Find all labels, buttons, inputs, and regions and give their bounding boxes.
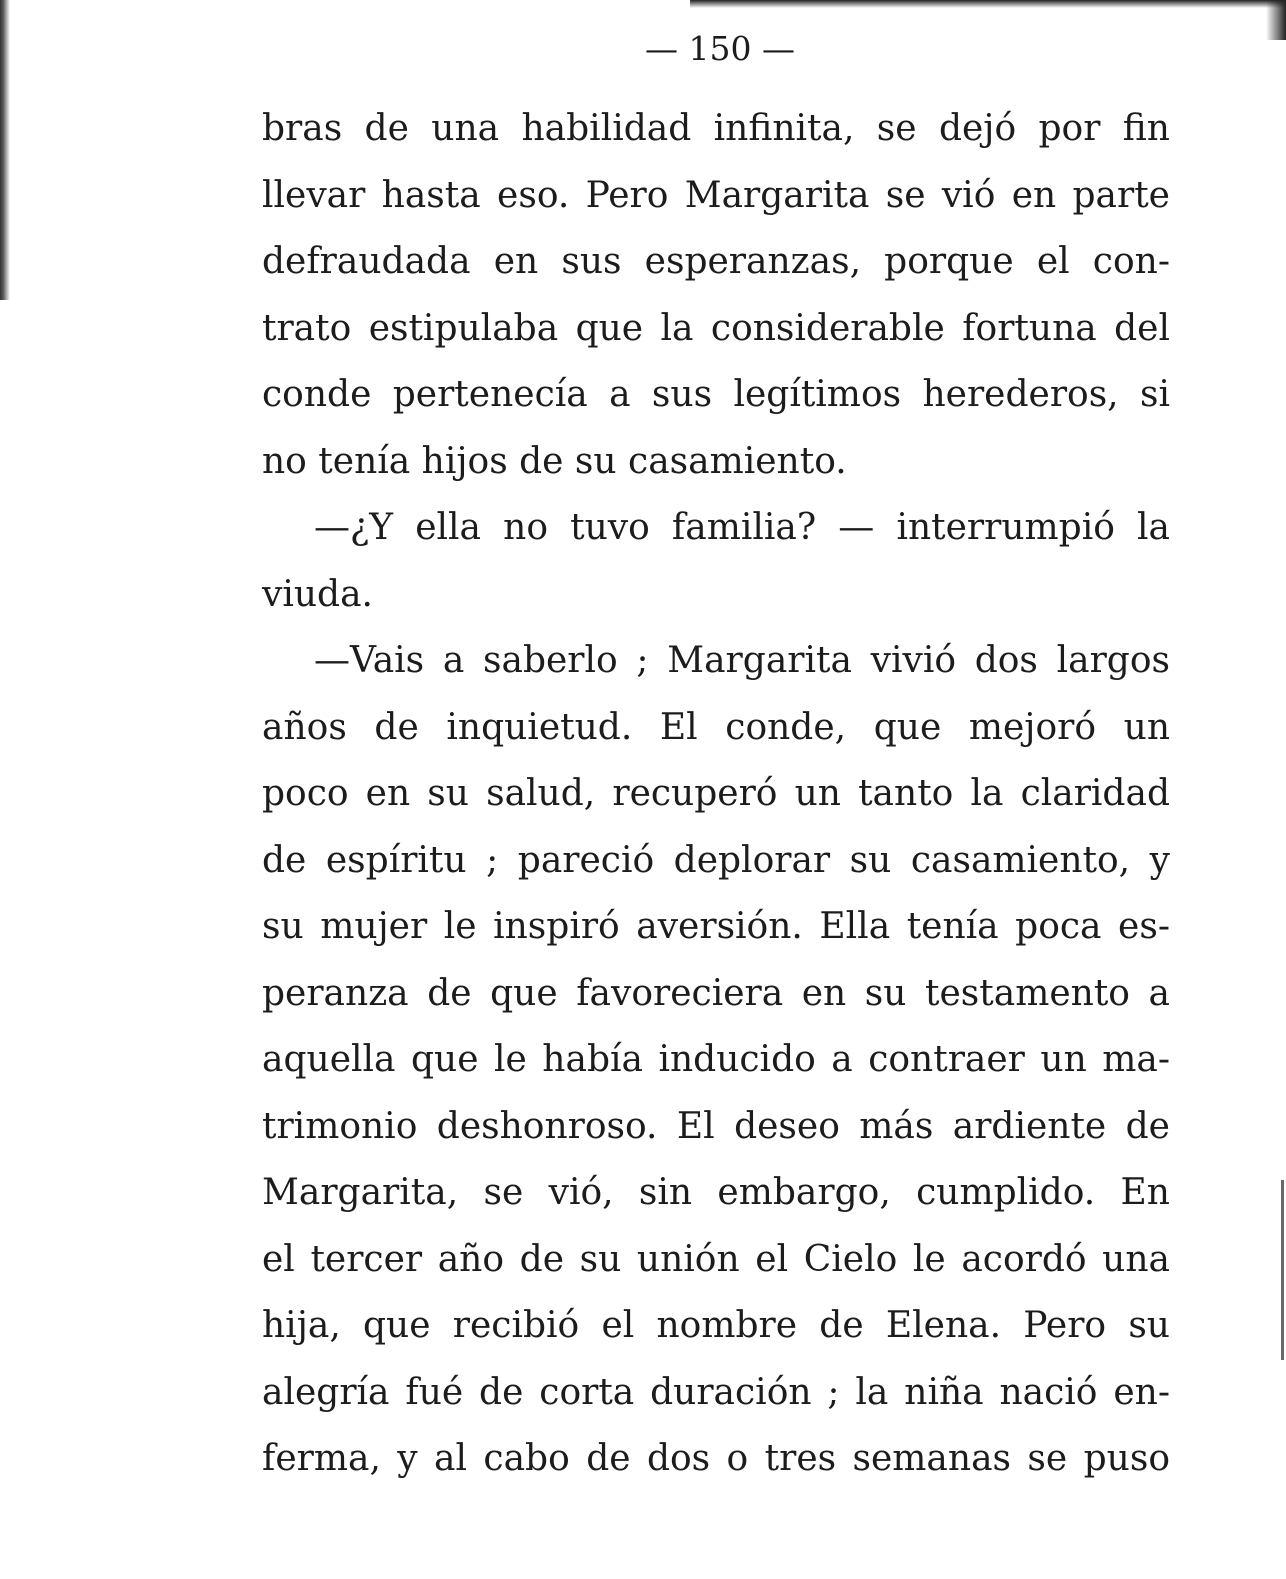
page-number: — 150 — <box>645 29 795 68</box>
text-line: hija, que recibió el nombre de Elena. Pero su <box>262 1305 1170 1346</box>
text-line: —¿Y ella no tuvo familia? — interrumpió la <box>314 507 1170 548</box>
text-line: no tenía hijos de su casamiento. <box>262 440 847 482</box>
scan-edge-top <box>690 0 1286 8</box>
text-line: —Vais a saberlo ; Margarita vivió dos largos <box>314 640 1170 681</box>
text-line: trimonio deshonroso. El deseo más ardiente de <box>262 1105 1170 1147</box>
text-line: llevar hasta eso. Pero Margarita se vió en parte <box>262 174 1170 216</box>
text-line: conde pertenecía a sus legítimos herederos, si <box>262 374 1170 415</box>
text-line: defraudada en sus esperanzas, porque el con- <box>262 241 1170 282</box>
text-line: aquella que le había inducido a contraer un ma- <box>262 1039 1170 1080</box>
text-line: Margarita, se vió, sin embargo, cumplido. En <box>262 1172 1170 1213</box>
scan-edge-right <box>1281 1180 1284 1360</box>
text-line: alegría fué de corta duración ; la niña nació en- <box>262 1371 1170 1413</box>
text-line: bras de una habilidad infinita, se dejó por fin <box>262 108 1170 149</box>
text-line: trato estipulaba que la considerable fortuna del <box>262 307 1170 349</box>
text-line: años de inquietud. El conde, que mejoró un <box>262 706 1170 748</box>
text-line: de espíritu ; pareció deplorar su casamiento, y <box>262 839 1170 881</box>
text-line: el tercer año de su unión el Cielo le acordó una <box>262 1238 1170 1280</box>
text-line: su mujer le inspiró aversión. Ella tenía poca es- <box>262 906 1170 947</box>
body-text <box>262 96 1170 1493</box>
text-line: peranza de que favoreciera en su testamento a <box>262 972 1170 1014</box>
text-line: poco en su salud, recuperó un tanto la claridad <box>262 773 1170 814</box>
text-line: ferma, y al cabo de dos o tres semanas se puso <box>262 1438 1170 1479</box>
text-line: viuda. <box>262 573 373 615</box>
